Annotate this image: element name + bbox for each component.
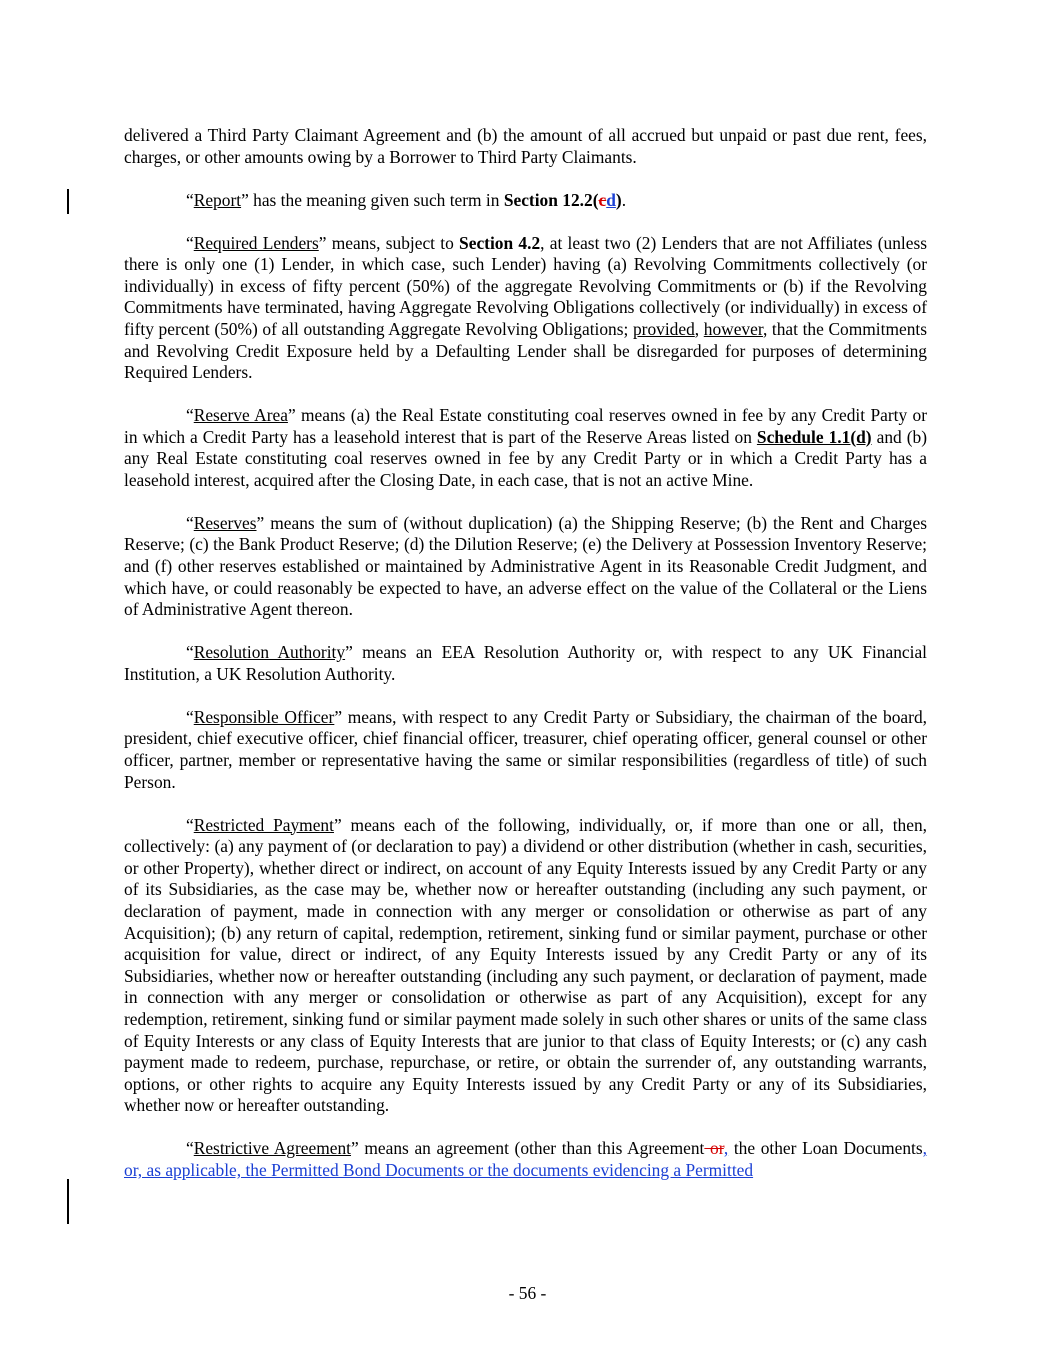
inserted-text: d — [606, 189, 616, 210]
change-bar — [67, 1179, 69, 1224]
defined-term: Reserves — [193, 512, 257, 533]
document-page — [124, 125, 927, 1203]
defined-term: Required Lenders — [193, 232, 319, 253]
defined-term: Resolution Authority — [193, 642, 346, 663]
definition-required-lenders: “Required Lenders” means, subject to Section 4.2, at least two (2) Lenders that are not Affiliates (unless there is only one (1) Lender, in which case, such Lender) having (a) Revolving Commitments collectively (or individually) in excess of fifty percent (50%) of the aggregate Revolving Commitments or (b) if the Revolving Commitments have terminated, having Aggregate Revolving Obligations collectively (or individually) in excess of fifty percent (50%) of all outstanding Aggregate Revolving Obligations; provided, however, that the Commitments and Revolving Credit Exposure held by a Defaulting Lender shall be disregarded for purposes of determining Required Lenders. — [124, 232, 927, 383]
definition-report: “Report” has the meaning given such term in Section 12.2(cd). — [186, 189, 627, 210]
definition-restricted-payment: “Restricted Payment” means each of the following, individually, or, if more than one or all, then, collectively: (a) any payment of (or declaration to pay) a dividend or other distribution (whether in cash, securities, or other Property), whether direct or indirect, on account of any Equity Interests issued by any Credit Party or any of its Subsidiaries, as the case may be, whether now or hereafter outstanding (including any such payment, or declaration of payment, made in connection with any merger or consolidation or otherwise as part of any Acquisition); (b) any return of capital, redemption, retirement, sinking fund or similar payment, purchase or other acquisition for value, direct or indirect, of any Equity Interests issued by any Credit Party or any of its Subsidiaries, whether now or hereafter outstanding (including any such payment, or declaration of payment, made in connection with any merger or consolidation or otherwise as part of any Acquisition), except for any redemption, retirement, sinking fund or similar payment made solely in such other shares or units of the same class of Equity Interests or any class of Equity Interests that are junior to that class of Equity Interests; or (c) any cash payment made to redeem, purchase, repurchase, or retire, or obtain the surrender of, any outstanding warrants, options, or other rights to acquire any Equity Interests issued by any Credit Party or any of its Subsidiaries, whether now or hereafter outstanding. — [124, 814, 928, 1116]
definition-responsible-officer: “Responsible Officer” means, with respect to any Credit Party or Subsidiary, the chairman of the board, president, chief executive officer, chief financial officer, treasurer, chief operating officer, general counsel or other officer, partner, member or representative having the same or similar responsibilities (regardless of title) of such Person. — [124, 706, 927, 792]
change-bar — [67, 189, 69, 214]
defined-term: Reserve Area — [193, 405, 288, 426]
definition-restrictive-agreement: “Restrictive Agreement” means an agreement (other than this Agreement or, the other Loan Documents, or, as applicable, the Permitted Bond Documents or the documents evidencing a Permitted — [124, 1138, 928, 1180]
schedule-reference: Schedule 1.1(d) — [756, 426, 872, 447]
proviso-term: however — [703, 318, 763, 339]
defined-term: Report — [193, 189, 242, 210]
deleted-text: or — [704, 1138, 724, 1159]
paragraph-continuation: delivered a Third Party Claimant Agreement and (b) the amount of all accrued but unpaid or past due rent, fees, charges, or other amounts owing by a Borrower to Third Party Claimants. — [124, 125, 927, 167]
section-reference: Section 12.2( — [503, 189, 599, 210]
definition-reserves: “Reserves” means the sum of (without duplication) (a) the Shipping Reserve; (b) the Rent and Charges Reserve; (c) the Bank Product Reserve; (d) the Dilution Reserve; (e) the Delivery at Possession Inventory Reserve; and (f) other reserves established or maintained by Administrative Agent in its Reasonable Credit Judgment, and which have, or could reasonably be expected to have, an adverse effect on the value of the Collateral or the Liens of Administrative Agent thereon. — [124, 512, 927, 620]
inserted-text: , — [723, 1138, 729, 1159]
section-reference: Section 4.2 — [459, 232, 541, 253]
defined-term: Restrictive Agreement — [193, 1138, 352, 1159]
inserted-text: , or, as applicable, the Permitted Bond Documents or the documents evidencing a Permitted — [124, 1138, 928, 1180]
deleted-text: c — [598, 189, 607, 210]
defined-term: Restricted Payment — [193, 814, 334, 835]
definition-resolution-authority: “Resolution Authority” means an EEA Resolution Authority or, with respect to any UK Financial Institution, a UK Resolution Authority. — [124, 642, 927, 684]
definition-reserve-area: “Reserve Area” means (a) the Real Estate constituting coal reserves owned in fee by any Credit Party or in which a Credit Party has a leasehold interest that is part of the Reserve Areas listed on Schedule 1.1(d) and (b) any Real Estate constituting coal reserves owned in fee by any Credit Party or in which a Credit Party has a leasehold interest, acquired after the Closing Date, in each case, that is not an active Mine. — [124, 405, 927, 490]
defined-term: Responsible Officer — [193, 706, 335, 727]
proviso-term: provided — [632, 318, 695, 339]
page-number: - 56 - — [508, 1283, 547, 1303]
